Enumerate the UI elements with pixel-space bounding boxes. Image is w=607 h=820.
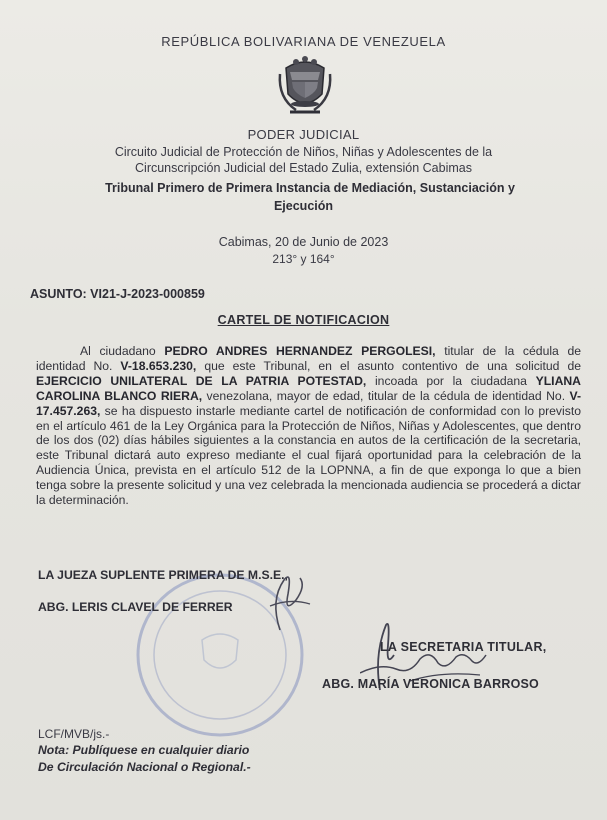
branch-heading: PODER JUDICIAL xyxy=(247,127,360,142)
matter: EJERCICIO UNILATERAL DE LA PATRIA POTESTAD, xyxy=(36,373,367,388)
drafter-initials: LCF/MVB/js.- xyxy=(38,727,110,741)
case-number: ASUNTO: VI21-J-2023-000859 xyxy=(30,287,205,301)
petitioner-id: V-17.457.263, xyxy=(36,388,582,418)
judge-name: ABG. LERIS CLAVEL DE FERRER xyxy=(38,600,233,614)
body-text: que este Tribunal, en el asunto contentivo de una solicitud de xyxy=(196,358,581,373)
coat-of-arms-icon xyxy=(276,54,334,120)
publication-note-line-1: Nota: Publíquese en cualquier diario xyxy=(38,743,250,757)
secretary-title: LA SECRETARIA TITULAR, xyxy=(380,640,547,654)
body-text: se ha dispuesto instarle mediante cartel de notificación de conformidad con lo previsto en el artículo 461 de la Ley Orgánica para la Protección de Niños, Niñas y Adolescentes, que dentro de los dos (02) días hábiles siguientes a la constancia en autos de la certificación de la secretaria, este Tribunal dictará auto expreso mediante el cual fijará oportunidad para la celebración de la Audiencia Única, prevista en el artículo 512 de la LOPNNA, a fin de que exponga lo que a bien tenga sobre la presente solicitud y una vez celebrada la mencionada audiencia se procederá a dictar la determinación. xyxy=(36,403,581,508)
body-text: Al ciudadano xyxy=(80,344,165,358)
republic-heading: REPÚBLICA BOLIVARIANA DE VENEZUELA xyxy=(161,34,446,49)
place-date: Cabimas, 20 de Junio de 2023 xyxy=(218,235,389,249)
circuit-line-2: Circunscripción Judicial del Estado Zulia, extensión Cabimas xyxy=(135,161,472,175)
tribunal-line-2: Ejecución xyxy=(273,199,334,213)
secretary-name: ABG. MARÍA VERONICA BARROSO xyxy=(322,677,539,691)
recipient-name: PEDRO ANDRES HERNANDEZ PERGOLESI, xyxy=(164,344,436,358)
body-text: incoada por la ciudadana xyxy=(366,373,536,388)
judge-title: LA JUEZA SUPLENTE PRIMERA DE M.S.E., xyxy=(38,568,288,582)
recipient-id: V-18.653.230, xyxy=(120,358,197,373)
notice-body xyxy=(36,344,581,508)
tribunal-line-1: Tribunal Primero de Primera Instancia de Mediación, Sustanciación y xyxy=(105,181,515,195)
notice-title: CARTEL DE NOTIFICACION xyxy=(217,313,390,327)
body-text: venezolana, mayor de edad, titular de la cédula de identidad No. xyxy=(202,388,570,403)
body-text: titular de la cédula de identidad No. xyxy=(36,344,582,373)
petitioner-name: YLIANA CAROLINA BLANCO RIERA, xyxy=(36,373,581,403)
circuit-line-1: Circuito Judicial de Protección de Niños, Niñas y Adolescentes de la xyxy=(114,145,493,159)
judge-signature xyxy=(240,560,340,640)
publication-note-line-2: De Circulación Nacional o Regional.- xyxy=(38,760,251,774)
years-numbering: 213° y 164° xyxy=(272,252,335,266)
